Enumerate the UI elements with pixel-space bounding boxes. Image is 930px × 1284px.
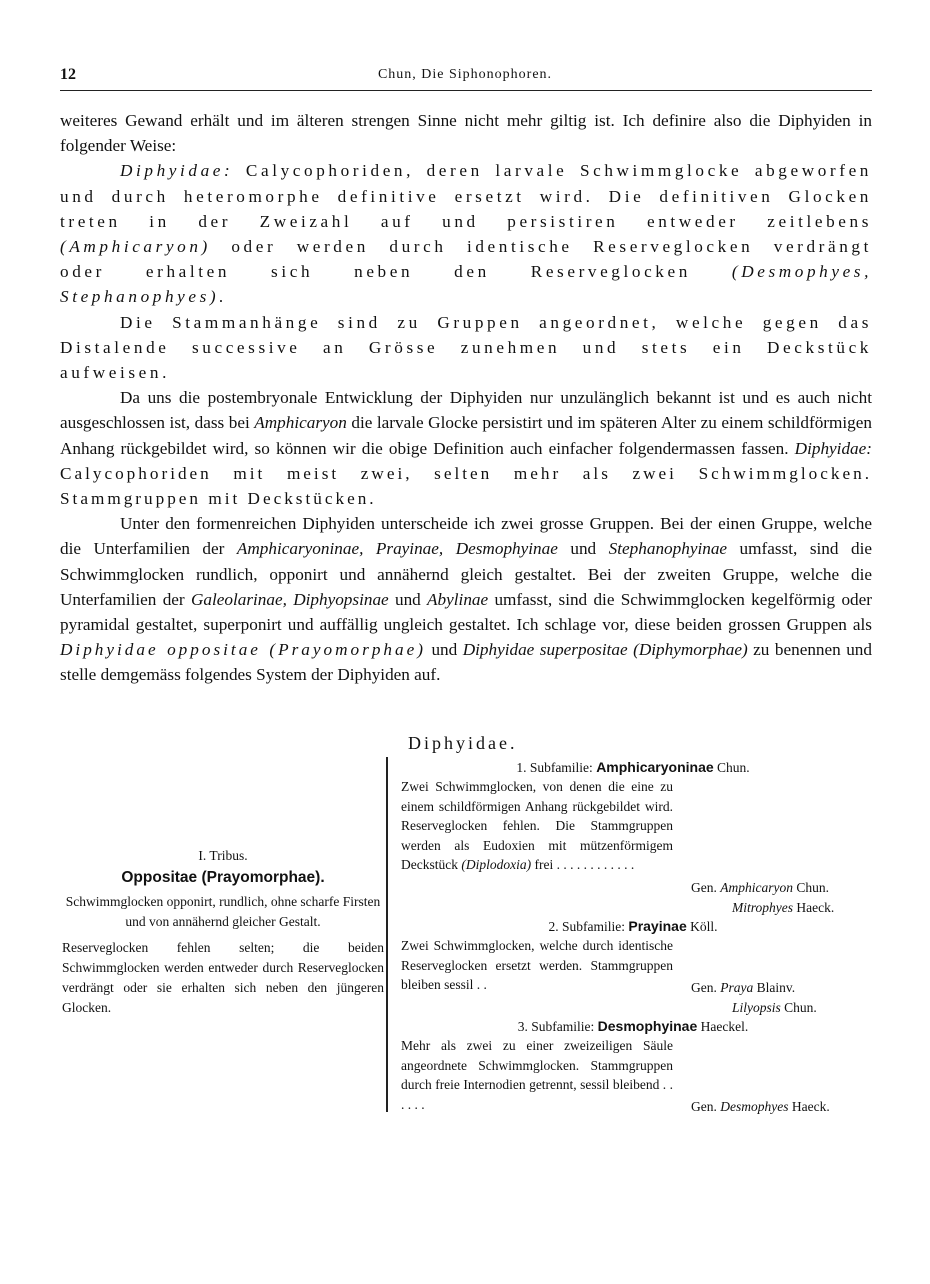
genus-author: Blainv. [756,980,796,995]
subfamily-prefix: 1. Subfamilie: [516,760,593,775]
subfamily-description [401,936,673,995]
tribus-note: Reserveglocken fehlen selten; die beiden Schwimmglocken werden entweder durch Reserveglocken verdrängt oder sie erhalten sich neben den jüngeren Glocken. [62,940,384,1015]
p5-families-4: Abylinae [427,589,489,609]
subfamily-name: Desmophyinae [597,1018,698,1034]
p5-text-b: umfasst, sind die Schwimmglocken rundlich, opponirt und annähernd gleich gestaltet. Bei der zweiten Gruppe, welche die Unterfamilien der [60,539,872,609]
p5-text-d: zu benennen und stelle demgemäss folgendes System der Diphyiden auf. [60,640,872,685]
subfamily-heading [400,917,866,937]
genus-name: Mitrophyes [732,900,793,915]
paragraph-1: weiteres Gewand erhält und im älteren strengen Sinne nicht mehr giltig ist. Ich definire also die Diphyiden in folgender Weise: [60,111,872,156]
subfamily-heading [400,1017,866,1037]
classification-brace [386,757,392,1112]
genus-entry [691,980,795,996]
subfamily-description [401,1036,673,1114]
genus-author: Haeck. [796,900,835,915]
genus-entry [732,1000,817,1016]
tribus-name: Oppositae (Prayomorphae). [121,869,325,886]
subfamily-prefix: 3. Subfamilie: [517,1019,595,1034]
header-rule [60,90,872,91]
description-text: Zwei Schwimmglocken, von denen die eine zu einem schildförmigen Anhang rückgebildet wird. Reserveglocken fehlen. Die Stammgruppen werden als Eudoxien mit mützenförmigem Deckstück [401,779,673,873]
p5-und-1: und [557,539,609,559]
page-number: 12 [60,66,76,83]
p4-definition-text: Calycophoriden mit meist zwei, selten mehr als zwei Schwimmglocken. Stammgruppen mit Deckstücken. [60,463,872,509]
p5-families-1: Amphicaryoninae, Prayinae, Desmophyinae [236,539,558,559]
genus-author: Chun. [796,880,829,895]
subfamily-name: Prayinae [628,918,687,934]
subfamily-prefix: 2. Subfamilie: [548,919,625,934]
paragraph-4 [60,385,872,511]
genus-entry [732,900,834,916]
p4-text-b: die larvale Glocke persistirt und im späteren Alter zu einem schildförmigen Anhang rückgebildet wird, so können wir die obige Definition auch einfacher folgendermassen fassen. [60,413,872,458]
subfamily-author: Köll. [690,919,718,934]
genus-entry [691,1099,830,1115]
genus-prefix: Gen. [691,1099,717,1114]
genus-name: Amphicaryon [720,880,793,895]
body-text [60,108,872,688]
description-italic: (Diplodoxia) [461,857,532,873]
description-text: Zwei Schwimmglocken, welche durch identische Reserveglocken ersetzt werden. Stammgruppen bleiben sessil . . [401,938,673,993]
definition-amphicaryon: (Amphicaryon) [60,237,211,257]
p5-text-c: umfasst, sind die Schwimmglocken kegelförmig oder pyramidal gestaltet, superponirt und auffällig ungleich gestaltet. Ich schlage vor, diese beiden grossen Gruppen als [60,589,872,635]
subfamily-description [401,777,673,875]
p5-und-2: und [388,589,428,609]
tribus-diagnosis: Schwimmglocken opponirt, rundlich, ohne scharfe Firsten und von annähernd gleicher Gestalt. [65,894,381,929]
subfamily-heading [400,758,866,778]
p5-text-a: Unter den formenreichen Diphyiden unterscheide ich zwei grosse Gruppen. Bei der einen Gruppe, welche die Unterfamilien der [60,514,872,559]
genus-prefix: Gen. [691,980,717,995]
genus-author: Chun. [784,1000,817,1015]
p5-oppositae: Diphyidae oppositae (Prayomorphae) [60,640,426,660]
tribus-block [62,846,384,1018]
paragraph-3: Die Stammanhänge sind zu Gruppen angeordnet, welche gegen das Distalende successive an Grösse zunehmen und stets ein Deckstück aufweisen. [60,312,872,383]
p5-und-3: und [425,640,463,660]
p4-definition-label: Diphyidae: [794,438,872,458]
family-heading: Diphyidae. [408,733,518,753]
subfamily-name: Amphicaryoninae [596,759,714,775]
paragraph-2 [60,158,872,309]
description-text: Mehr als zwei zu einer zweizeiligen Säule angeordnete Schwimmglocken. Stammgruppen durch freie Internodien getrennt, sessil bleibend . . . . . . [401,1038,673,1112]
genus-prefix: Gen. [691,880,717,895]
p4-amphicaryon: Amphicaryon [254,413,347,433]
tribus-number: I. Tribus. [198,848,248,863]
p5-families-3: Galeolarinae, Diphyopsinae [190,589,389,609]
p5-families-2: Stephanophyinae [608,539,728,559]
genus-name: Praya [720,980,754,995]
definition-label: Diphyidae: [120,161,234,181]
subfamily-author: Haeckel. [700,1019,749,1034]
description-tail: frei . . . . . . . . . . . . [531,857,635,873]
genus-name: Desmophyes [720,1099,789,1114]
definition-text-b: oder werden durch identische Reserveglocken verdrängt oder erhalten sich neben den Reserveglocken [60,237,872,282]
genus-name: Lilyopsis [732,1000,781,1015]
paragraph-5 [60,511,872,687]
genus-author: Haeck. [791,1099,830,1114]
definition-text-a: Calycophoriden, deren larvale Schwimmglocke abgeworfen und durch heteromorphe definitive ersetzt wird. Die definitiven Glocken treten in der Zweizahl auf und persistiren entweder zeitlebens [60,161,872,231]
definition-desmophyes: (Desmophyes, Stephanophyes). [60,262,872,307]
running-title: Chun, Die Siphonophoren. [377,67,553,82]
genus-entry [691,880,829,896]
p4-text-a: Da uns die postembryonale Entwicklung der Diphyiden nur unzulänglich bekannt ist und es auch nicht ausgeschlossen ist, dass bei [60,388,872,433]
subfamily-author: Chun. [717,760,750,775]
p5-superpositae: Diphyidae superpositae (Diphymorphae) [462,640,748,660]
